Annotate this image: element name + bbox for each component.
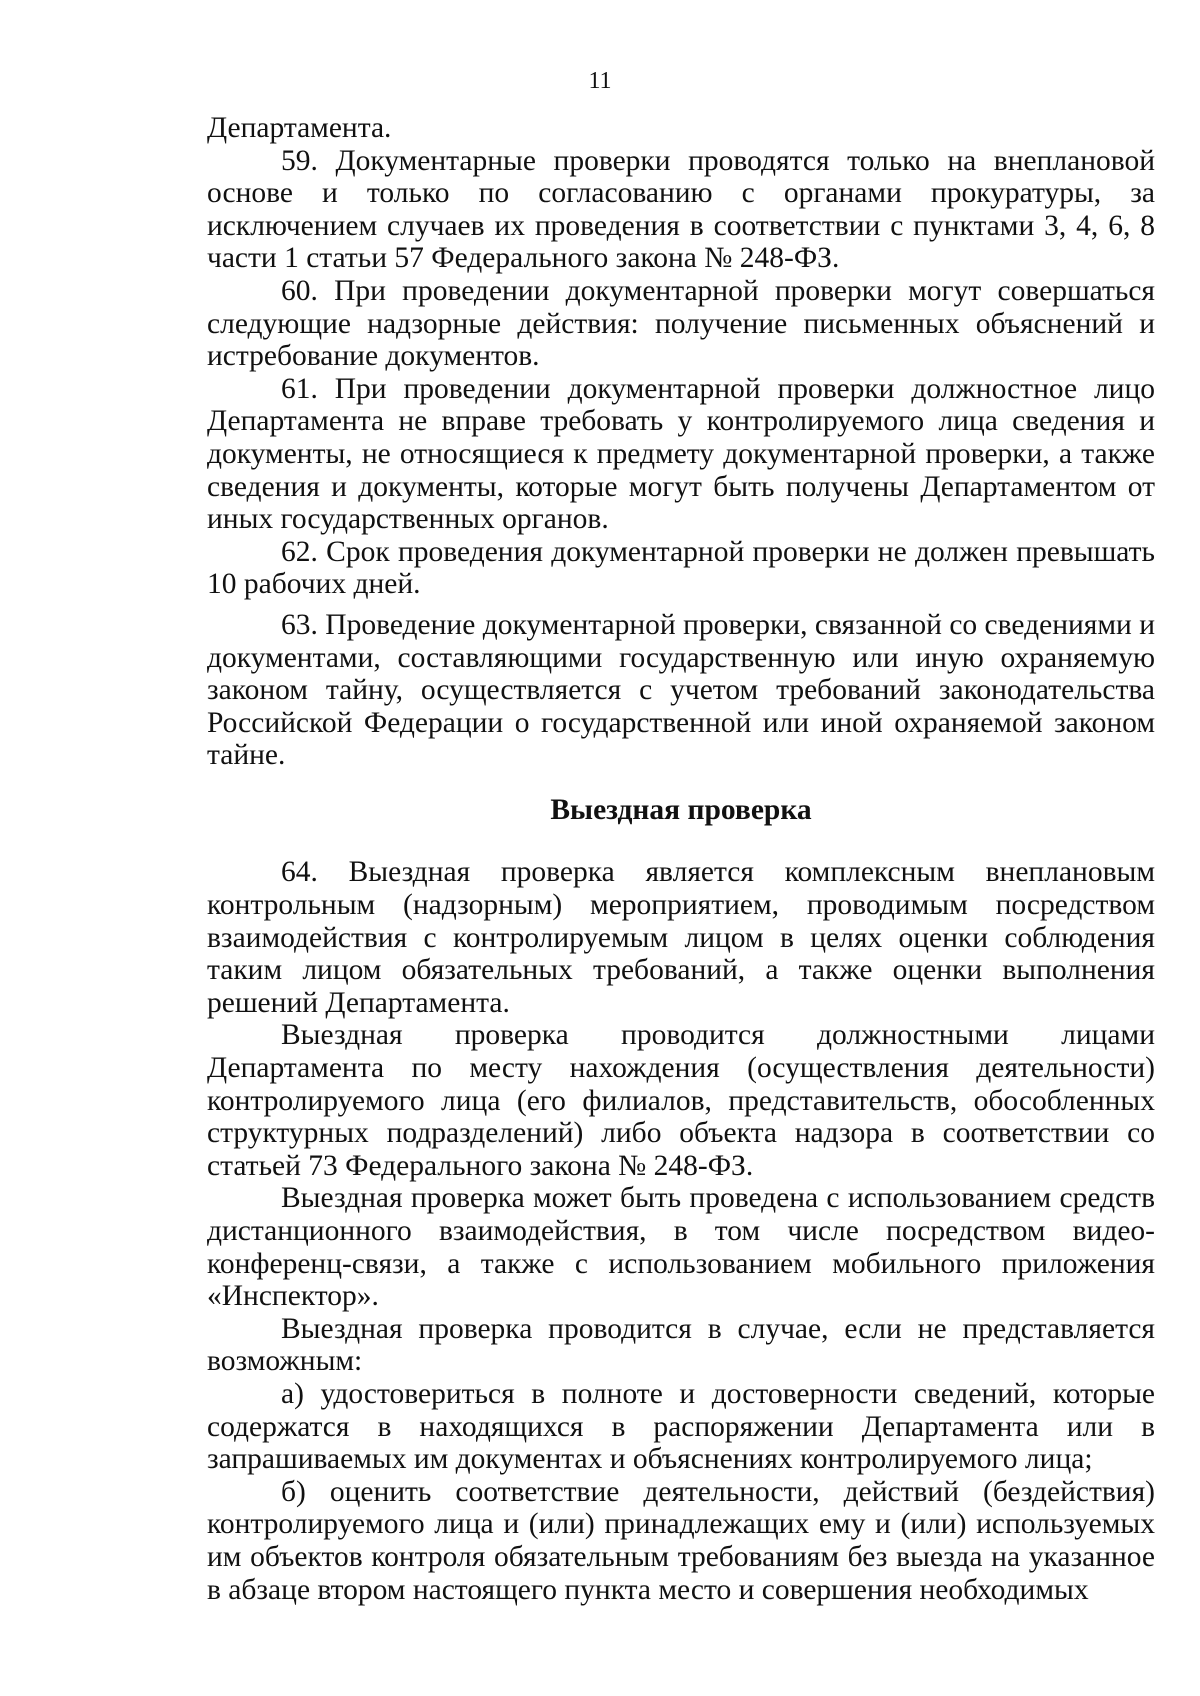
paragraph-64: 64. Выездная проверка является комплексным внеплановым контрольным (надзорным) мероприятием, проводимым посредством взаимодействия с контролируемым лицом в целях оценки соблюдения таким лицом обязательных требований, а также оценки выполнения решений Департамента. [207, 856, 1155, 1019]
paragraph-64-a: а) удостовериться в полноте и достоверности сведений, которые содержатся в находящихся в распоряжении Департамента или в запрашиваемых им документах и объяснениях контролируемого лица; [207, 1377, 1155, 1476]
paragraph-64-4: Выездная проверка проводится в случае, если не представляется возможным: [207, 1312, 1155, 1378]
page-number: 11 [588, 68, 612, 94]
paragraph-64-2: Выездная проверка проводится должностными лицами Департамента по месту нахождения (осуществления деятельности) контролируемого лица (его филиалов, представительств, обособленных структурных подразделений) либо объекта надзора в соответствии со статьей 73 Федерального закона № 248-ФЗ. [207, 1019, 1155, 1182]
paragraph-59: 59. Документарные проверки проводятся только на внеплановой основе и только по согласованию с органами прокуратуры, за исключением случаев их проведения в соответствии с пунктами 3, 4, 6, 8 части 1 статьи 57 Федерального закона № 248-ФЗ. [207, 144, 1155, 275]
paragraph-63: 63. Проведение документарной проверки, связанной со сведениями и документами, составляющими государственную или иную охраняемую законом тайну, осуществляется с учетом требований законодательства Российской Федерации о государственной или иной охраняемой законом тайне. [207, 608, 1155, 772]
paragraph-64-b: б) оценить соответствие деятельности, действий (бездействия) контролируемого лица и (или) принадлежащих ему и (или) используемых им объектов контроля обязательным требованиям без выезда на указанное в абзаце втором настоящего пункта место и совершения необходимых [207, 1475, 1155, 1606]
paragraph-60: 60. При проведении документарной проверки могут совершаться следующие надзорные действия: получение письменных объяснений и истребование документов. [207, 274, 1155, 373]
paragraph-continuation: Департамента. [207, 112, 392, 144]
paragraph-62: 62. Срок проведения документарной проверки не должен превышать 10 рабочих дней. [207, 535, 1155, 601]
paragraph-61: 61. При проведении документарной проверки должностное лицо Департамента не вправе требовать у контролируемого лица сведения и документы, не относящиеся к предмету документарной проверки, а также сведения и документы, которые могут быть получены Департаментом от иных государственных органов. [207, 372, 1155, 536]
document-body [207, 112, 1155, 1606]
paragraph-64-3: Выездная проверка может быть проведена с использованием средств дистанционного взаимодействия, в том числе посредством видео-конференц-связи, а также с использованием мобильного приложения «Инспектор». [207, 1182, 1155, 1313]
section-heading: Выездная проверка [550, 793, 812, 826]
